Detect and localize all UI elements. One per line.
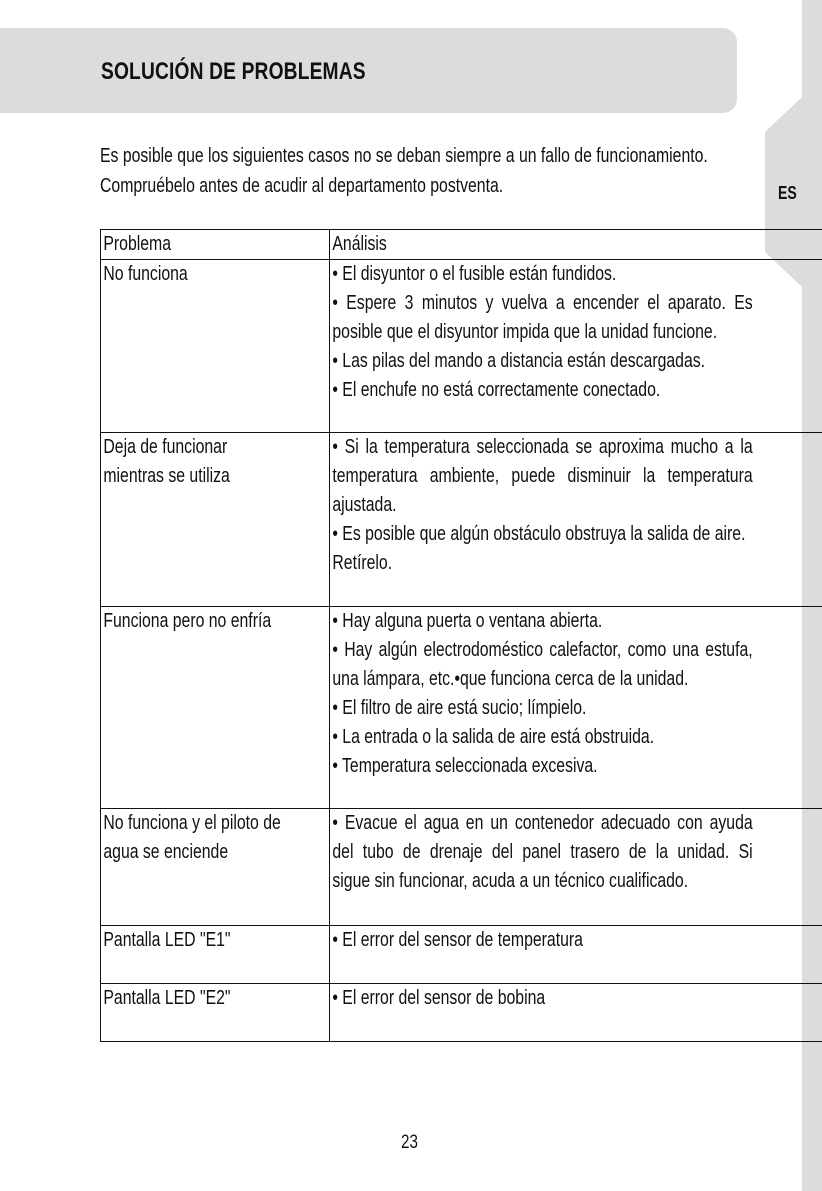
intro-line: Compruébelo antes de acudir al departamento postventa. xyxy=(100,175,504,197)
analysis-line: ajustada. xyxy=(331,494,397,516)
header-problem-label: Problema xyxy=(103,233,172,255)
analysis-text xyxy=(330,926,753,955)
problem-line: agua se enciende xyxy=(103,841,229,863)
analysis-cell xyxy=(329,260,822,433)
analysis-line: • Las pilas del mando a distancia están descargadas. xyxy=(331,350,705,372)
problem-line: No funciona y el piloto de xyxy=(103,812,281,834)
troubleshooting-table xyxy=(100,229,822,1042)
analysis-line: • El enchufe no está correctamente conectado. xyxy=(331,379,660,401)
analysis-line: • El error del sensor de temperatura xyxy=(331,929,583,951)
problem-text xyxy=(101,926,281,955)
analysis-text xyxy=(330,260,753,405)
analysis-line: del tubo de drenaje del panel trasero de la unidad. Si xyxy=(331,841,753,863)
table-row xyxy=(101,926,822,984)
problem-cell xyxy=(101,260,330,433)
problem-text xyxy=(101,607,281,636)
analysis-line: • La entrada o la salida de aire está obstruida. xyxy=(331,726,654,748)
analysis-line: • Evacue el agua en un contenedor adecuado con ayuda xyxy=(331,812,753,834)
table-header-row xyxy=(101,230,822,260)
analysis-text xyxy=(330,809,753,896)
analysis-line: • Temperatura seleccionada excesiva. xyxy=(331,755,598,777)
table-row xyxy=(101,607,822,809)
problem-cell xyxy=(101,926,330,984)
problem-text xyxy=(101,260,281,289)
analysis-cell xyxy=(329,809,822,926)
problem-line: No funciona xyxy=(103,263,188,285)
analysis-line: • El disyuntor o el fusible están fundidos. xyxy=(331,263,616,285)
analysis-line: • El error del sensor de bobina xyxy=(331,987,545,1009)
analysis-line: • Hay alguna puerta o ventana abierta. xyxy=(331,610,602,632)
analysis-cell xyxy=(329,433,822,607)
problem-cell xyxy=(101,984,330,1042)
analysis-cell xyxy=(329,984,822,1042)
analysis-line: temperatura ambiente, puede disminuir la temperatura xyxy=(331,465,753,487)
problem-line: Pantalla LED "E1" xyxy=(103,929,231,951)
analysis-cell xyxy=(329,926,822,984)
page-number: 23 xyxy=(401,1132,418,1153)
problem-text xyxy=(101,984,281,1013)
analysis-line: sigue sin funcionar, acuda a un técnico cualificado. xyxy=(331,870,688,892)
header-analysis-label: Análisis xyxy=(331,233,387,255)
analysis-text xyxy=(330,984,753,1013)
analysis-line: • Hay algún electrodoméstico calefactor, como una estufa, xyxy=(331,639,753,661)
analysis-line: Retírelo. xyxy=(331,552,392,574)
analysis-line: • El filtro de aire está sucio; límpielo. xyxy=(331,697,587,719)
problem-text xyxy=(101,433,281,491)
analysis-cell xyxy=(329,607,822,809)
header-cell-problem xyxy=(101,230,330,260)
page-title: SOLUCIÓN DE PROBLEMAS xyxy=(101,58,366,85)
analysis-text xyxy=(330,607,753,781)
problem-line: Funciona pero no enfría xyxy=(103,610,272,632)
header-cell-analysis xyxy=(329,230,822,260)
intro-paragraph xyxy=(100,141,716,201)
analysis-line: • Es posible que algún obstáculo obstruya la salida de aire. xyxy=(331,523,746,545)
problem-line: Pantalla LED "E2" xyxy=(103,987,231,1009)
analysis-line: • Espere 3 minutos y vuelva a encender el aparato. Es xyxy=(331,292,753,314)
problem-line: mientras se utiliza xyxy=(103,465,230,487)
table-row xyxy=(101,260,822,433)
table-row xyxy=(101,809,822,926)
problem-cell xyxy=(101,433,330,607)
table-row xyxy=(101,984,822,1042)
analysis-line: • Si la temperatura seleccionada se aproxima mucho a la xyxy=(331,436,753,458)
analysis-line: posible que el disyuntor impida que la unidad funcione. xyxy=(331,321,717,343)
problem-line: Deja de funcionar xyxy=(103,436,228,458)
problem-cell xyxy=(101,607,330,809)
problem-text xyxy=(101,809,281,867)
language-tab-label: ES xyxy=(778,183,797,203)
intro-line: Es posible que los siguientes casos no se deban siempre a un fallo de funcionamiento. xyxy=(100,145,708,167)
analysis-line: una lámpara, etc.•que funciona cerca de la unidad. xyxy=(331,668,688,690)
analysis-text xyxy=(330,433,753,578)
problem-cell xyxy=(101,809,330,926)
table-row xyxy=(101,433,822,607)
